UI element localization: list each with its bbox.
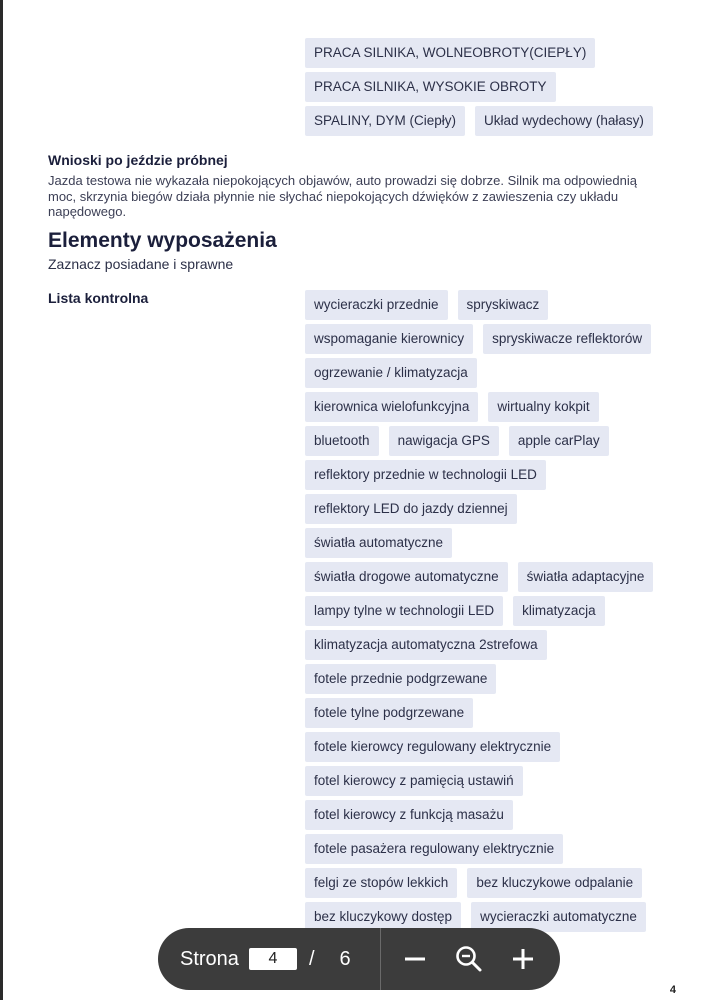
checklist-row (305, 698, 685, 728)
checklist-item: bez kluczykowy dostęp (305, 902, 461, 932)
checklist-item: lampy tylne w technologii LED (305, 596, 503, 626)
equipment-checklist (305, 290, 685, 936)
checklist-row (305, 562, 685, 592)
checklist-item: fotele tylne podgrzewane (305, 698, 473, 728)
checklist-row (305, 834, 685, 864)
checklist-item: fotele pasażera regulowany elektrycznie (305, 834, 563, 864)
checklist-item: bez kluczykowe odpalanie (467, 868, 642, 898)
equipment-heading: Elementy wyposażenia (48, 229, 277, 252)
checklist-item: spryskiwacz (458, 290, 549, 320)
checklist-row (305, 596, 685, 626)
checklist-row (305, 800, 685, 830)
tag-engine-idle: PRACA SILNIKA, WOLNEOBROTY(CIEPŁY) (305, 38, 595, 68)
checklist-item: wycieraczki automatyczne (471, 902, 646, 932)
tag-exhaust-noise: Układ wydechowy (hałasy) (475, 106, 653, 136)
watermark-logo: OTOMOTO (2, 970, 112, 992)
checklist-item: nawigacja GPS (389, 426, 499, 456)
checklist-item: światła automatyczne (305, 528, 452, 558)
checklist-row (305, 868, 685, 898)
checklist-item: klimatyzacja (513, 596, 605, 626)
checklist-label: Lista kontrolna (48, 290, 149, 306)
tag-row (305, 38, 665, 68)
minus-icon[interactable] (395, 939, 435, 979)
checklist-item: apple carPlay (509, 426, 609, 456)
checklist-item: spryskiwacze reflektorów (483, 324, 651, 354)
checklist-row (305, 664, 685, 694)
left-border (0, 0, 3, 1000)
checklist-item: bluetooth (305, 426, 379, 456)
page-label: Strona (180, 947, 239, 970)
checklist-item: światła drogowe automatyczne (305, 562, 508, 592)
checklist-item: reflektory przednie w technologii LED (305, 460, 546, 490)
equipment-subheading: Zaznacz posiadane i sprawne (48, 256, 234, 272)
checklist-item: wspomaganie kierownicy (305, 324, 473, 354)
plus-icon[interactable] (503, 939, 543, 979)
checklist-row (305, 630, 685, 660)
tag-engine-high-rpm: PRACA SILNIKA, WYSOKIE OBROTY (305, 72, 556, 102)
engine-tags (305, 38, 665, 140)
checklist-item: fotele kierowcy regulowany elektrycznie (305, 732, 560, 762)
conclusions-title: Wnioski po jeździe próbnej (48, 152, 228, 168)
checklist-item: wycieraczki przednie (305, 290, 448, 320)
checklist-row (305, 290, 685, 320)
checklist-row (305, 460, 685, 490)
checklist-row (305, 766, 685, 796)
tag-row (305, 72, 665, 102)
checklist-item: klimatyzacja automatyczna 2strefowa (305, 630, 547, 660)
page-number: 4 (669, 984, 676, 996)
checklist-row (305, 732, 685, 762)
checklist-item: fotel kierowcy z pamięcią ustawiń (305, 766, 523, 796)
checklist-row (305, 324, 685, 354)
checklist-item: kierownica wielofunkcyjna (305, 392, 478, 422)
conclusions-text: Jazda testowa nie wykazała niepokojących objawów, auto prowadzi się dobrze. Silnik ma odpowiednią moc, skrzynia biegów działa płynnie nie słychać niepokojących dźwięków z zawieszenia czy układu napędowego. (48, 173, 637, 219)
checklist-row (305, 528, 685, 558)
pager-divider (380, 928, 381, 990)
page-navigator (158, 928, 560, 990)
checklist-item: wirtualny kokpit (488, 392, 598, 422)
checklist-item: fotele przednie podgrzewane (305, 664, 496, 694)
tag-row (305, 106, 665, 136)
checklist-row (305, 426, 685, 456)
checklist-item: fotel kierowcy z funkcją masażu (305, 800, 513, 830)
checklist-row (305, 392, 685, 422)
page-total: 6 (339, 947, 351, 970)
checklist-row (305, 358, 685, 388)
checklist-item: reflektory LED do jazdy dziennej (305, 494, 517, 524)
checklist-item: felgi ze stopów lekkich (305, 868, 457, 898)
checklist-item: ogrzewanie / klimatyzacja (305, 358, 477, 388)
tag-exhaust-smoke: SPALINY, DYM (Ciepły) (305, 106, 465, 136)
checklist-row (305, 494, 685, 524)
checklist-item: światła adaptacyjne (518, 562, 654, 592)
zoom-out-icon[interactable] (449, 939, 489, 979)
page-separator: / (308, 947, 315, 970)
page-number-input[interactable]: 4 (249, 948, 297, 970)
